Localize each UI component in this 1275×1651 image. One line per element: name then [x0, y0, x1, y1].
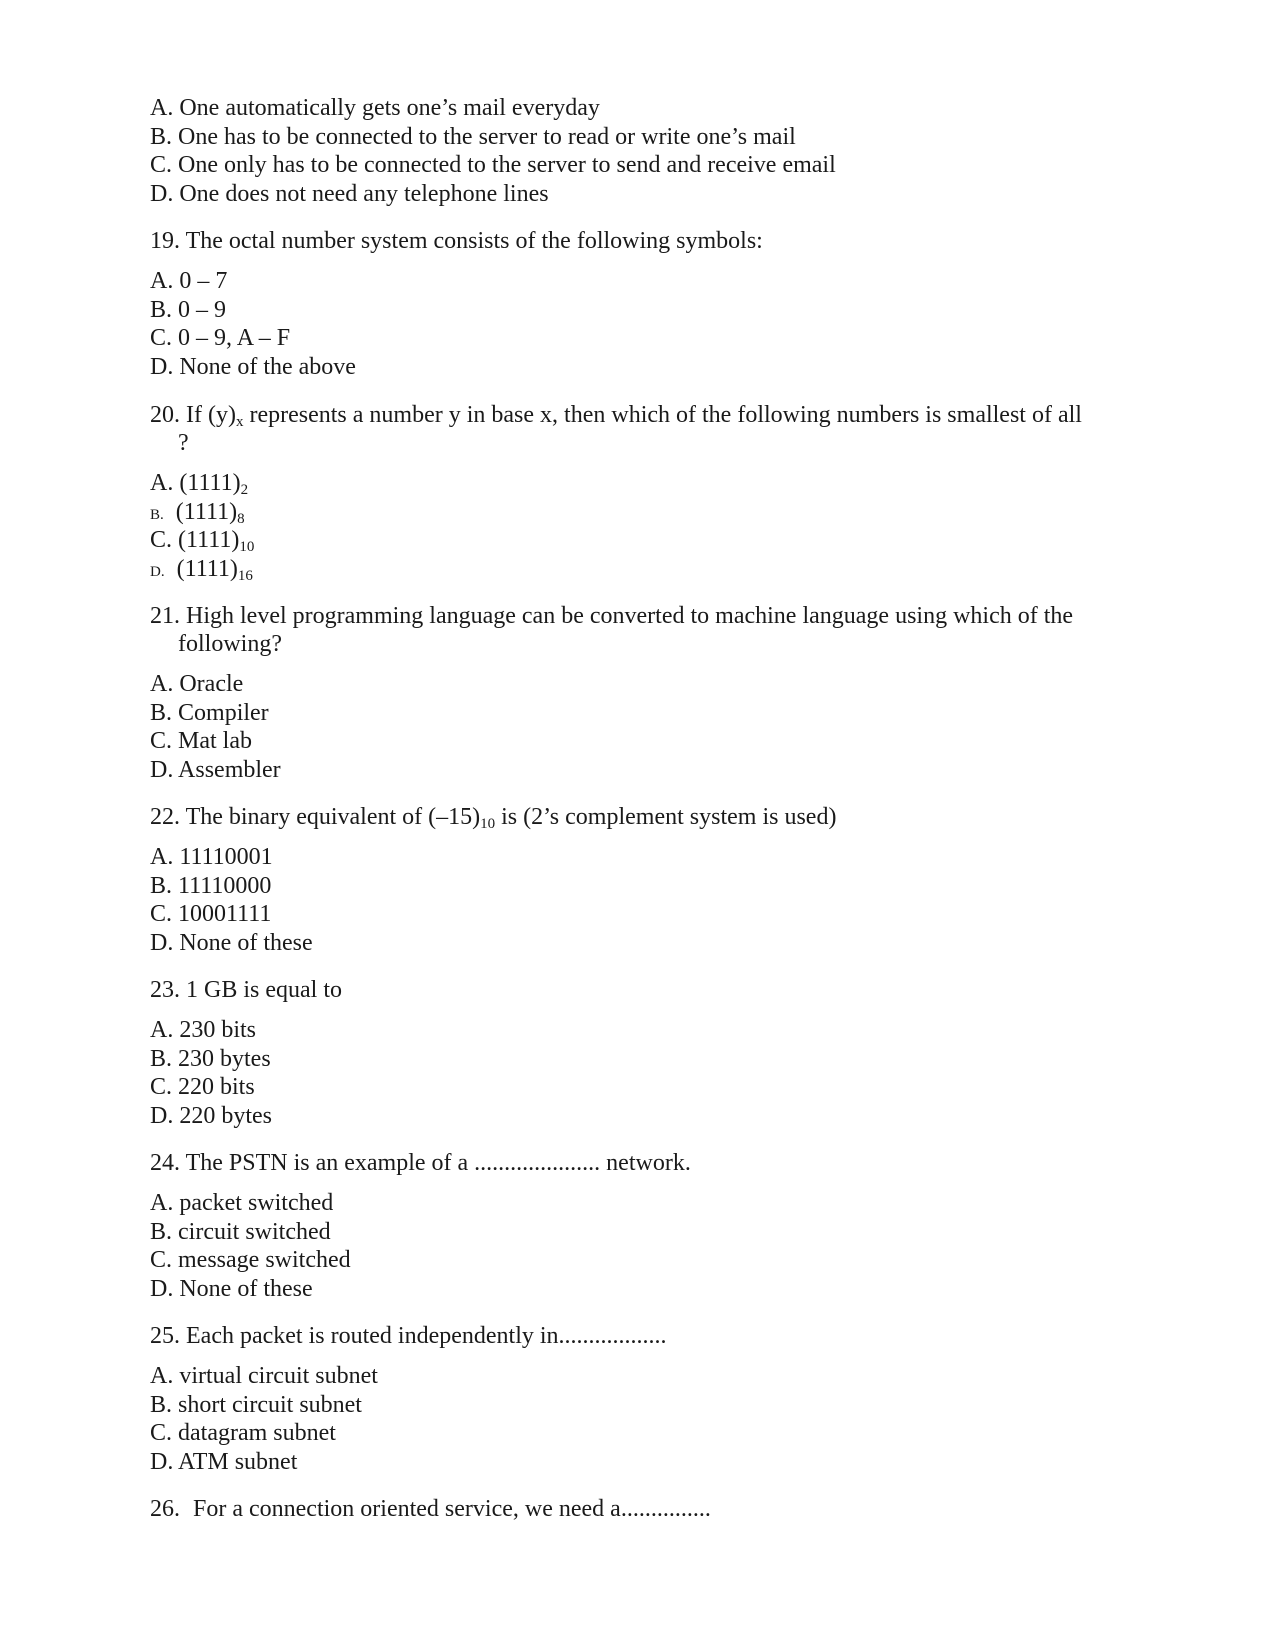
question-text	[150, 1495, 1150, 1523]
option-letter: A.	[150, 95, 174, 121]
option-text: (1111)	[179, 470, 241, 496]
option-b	[150, 498, 1150, 527]
question-text	[150, 1322, 1150, 1350]
question-body: 1 GB is equal to	[186, 977, 342, 1003]
option-letter: A.	[150, 1190, 174, 1216]
option-text: Assembler	[178, 756, 281, 783]
option-text: 0 – 9	[178, 296, 227, 323]
option-letter: C.	[150, 728, 173, 754]
option-text: 0 – 7	[179, 268, 228, 294]
document-page	[150, 94, 1150, 1535]
option-text: 11110001	[179, 844, 273, 870]
question-text	[150, 976, 1150, 1004]
option-a	[150, 1189, 1150, 1218]
option-c	[150, 1246, 1150, 1275]
question-body: High level programming language can be converted to machine language using which of the	[186, 603, 1074, 629]
option-b	[150, 872, 1150, 901]
option-letter: D.	[150, 180, 174, 207]
question-25-options	[150, 1362, 1150, 1476]
option-letter: D.	[150, 1275, 174, 1302]
question-body: For a connection oriented service, we need a...............	[193, 1496, 711, 1522]
option-d	[150, 353, 1150, 382]
question-number: 21.	[150, 603, 180, 629]
option-letter: A.	[150, 844, 174, 870]
option-letter: B.	[150, 506, 164, 523]
option-text: 230 bytes	[178, 1045, 271, 1072]
question-22-options	[150, 843, 1150, 957]
option-a	[150, 267, 1150, 296]
option-text: None of the above	[179, 353, 356, 380]
option-text: packet switched	[179, 1190, 334, 1216]
option-d	[150, 929, 1150, 958]
option-letter: A.	[150, 671, 174, 697]
option-b	[150, 1391, 1150, 1420]
subscript: 16	[237, 567, 253, 584]
option-text: Compiler	[178, 699, 269, 726]
question-21	[150, 602, 1150, 658]
option-letter: D.	[150, 563, 165, 580]
question-number: 22.	[150, 804, 180, 830]
subscript: 2	[240, 482, 249, 498]
question-text	[150, 602, 1150, 630]
question-20-options	[150, 469, 1150, 583]
option-d	[150, 1102, 1150, 1131]
question-number: 23.	[150, 977, 180, 1003]
option-text: 10001111	[178, 901, 272, 927]
option-letter: C.	[150, 1074, 173, 1100]
question-text	[150, 227, 1150, 255]
option-letter: A.	[150, 268, 174, 294]
option-letter: D.	[150, 353, 174, 380]
option-text: (1111)	[178, 527, 240, 553]
option-letter: D.	[150, 929, 174, 956]
option-b	[150, 1218, 1150, 1247]
option-text: message switched	[178, 1247, 351, 1273]
question-text	[150, 401, 1150, 429]
option-text: One does not need any telephone lines	[179, 180, 549, 207]
option-text: 11110000	[178, 872, 272, 899]
option-text: One has to be connected to the server to read or write one’s mail	[178, 123, 796, 150]
question-23	[150, 976, 1150, 1004]
question-body: The binary equivalent of (–15)	[185, 804, 481, 830]
question-21-options	[150, 670, 1150, 784]
option-b	[150, 699, 1150, 728]
option-c	[150, 1419, 1150, 1448]
option-a	[150, 670, 1150, 699]
question-24	[150, 1149, 1150, 1177]
option-a	[150, 469, 1150, 498]
option-letter: B.	[150, 699, 173, 726]
option-d	[150, 1448, 1150, 1477]
question-text	[150, 1149, 1150, 1177]
option-c	[150, 151, 1150, 180]
question-number: 25.	[150, 1323, 180, 1349]
option-text: One only has to be connected to the server to send and receive email	[178, 152, 836, 178]
option-letter: B.	[150, 1045, 173, 1072]
option-letter: C.	[150, 1247, 173, 1273]
option-text: datagram subnet	[178, 1420, 336, 1446]
option-b	[150, 296, 1150, 325]
question-19	[150, 227, 1150, 255]
option-c	[150, 324, 1150, 353]
prev-question-options	[150, 94, 1150, 208]
question-text	[150, 803, 1150, 831]
question-24-options	[150, 1189, 1150, 1303]
option-text: 230 bits	[179, 1017, 257, 1043]
option-c	[150, 900, 1150, 929]
option-text: ATM subnet	[178, 1448, 298, 1475]
option-letter: A.	[150, 470, 174, 496]
option-letter: B.	[150, 123, 173, 150]
question-number: 19.	[150, 228, 180, 254]
option-letter: A.	[150, 1017, 174, 1043]
question-body: The octal number system consists of the following symbols:	[185, 228, 763, 254]
option-text: None of these	[179, 929, 313, 956]
option-text: Oracle	[179, 671, 244, 697]
option-text: (1111)	[176, 555, 238, 582]
question-body: If (y)	[186, 402, 236, 428]
option-text: (1111)	[175, 498, 238, 525]
option-text: 220 bits	[178, 1074, 255, 1100]
option-b	[150, 123, 1150, 152]
option-letter: B.	[150, 296, 173, 323]
option-letter: C.	[150, 901, 173, 927]
question-body-continued: is (2’s complement system is used)	[495, 804, 837, 830]
question-body: The PSTN is an example of a ..................... network.	[185, 1150, 691, 1176]
option-letter: A.	[150, 1363, 174, 1389]
option-letter: C.	[150, 527, 173, 553]
option-text: circuit switched	[178, 1218, 331, 1245]
option-c	[150, 1073, 1150, 1102]
option-letter: C.	[150, 325, 173, 351]
option-letter: B.	[150, 872, 173, 899]
option-a	[150, 843, 1150, 872]
question-20	[150, 401, 1150, 457]
option-letter: D.	[150, 756, 174, 783]
option-d	[150, 756, 1150, 785]
question-number: 26.	[150, 1496, 180, 1522]
question-text-wrap: following?	[178, 631, 282, 657]
option-a	[150, 94, 1150, 123]
subscript: 8	[237, 510, 245, 527]
option-a	[150, 1362, 1150, 1391]
subscript: 10	[480, 816, 496, 832]
subscript: 10	[239, 539, 255, 555]
option-b	[150, 1045, 1150, 1074]
option-letter: C.	[150, 152, 173, 178]
question-number: 20.	[150, 402, 180, 428]
option-d	[150, 1275, 1150, 1304]
option-letter: D.	[150, 1102, 174, 1129]
option-d	[150, 180, 1150, 209]
option-letter: C.	[150, 1420, 173, 1446]
option-text: 0 – 9, A – F	[178, 325, 291, 351]
option-letter: B.	[150, 1391, 173, 1418]
option-a	[150, 1016, 1150, 1045]
option-c	[150, 727, 1150, 756]
option-d	[150, 555, 1150, 584]
option-text: virtual circuit subnet	[179, 1363, 378, 1389]
option-letter: D.	[150, 1448, 174, 1475]
option-letter: B.	[150, 1218, 173, 1245]
option-text: 220 bytes	[179, 1102, 273, 1129]
question-body-continued: represents a number y in base x, then which of the following numbers is smallest of all	[243, 402, 1082, 428]
option-c	[150, 526, 1150, 555]
question-25	[150, 1322, 1150, 1350]
question-23-options	[150, 1016, 1150, 1130]
question-26	[150, 1495, 1150, 1523]
option-text: None of these	[179, 1275, 313, 1302]
question-body: Each packet is routed independently in..................	[186, 1323, 667, 1349]
question-19-options	[150, 267, 1150, 381]
option-text: Mat lab	[178, 728, 252, 754]
subscript: x	[235, 414, 244, 430]
question-number: 24.	[150, 1150, 180, 1176]
question-22	[150, 803, 1150, 831]
option-text: One automatically gets one’s mail everyday	[179, 95, 600, 121]
option-text: short circuit subnet	[178, 1391, 362, 1418]
question-text-wrap: ?	[178, 430, 189, 456]
